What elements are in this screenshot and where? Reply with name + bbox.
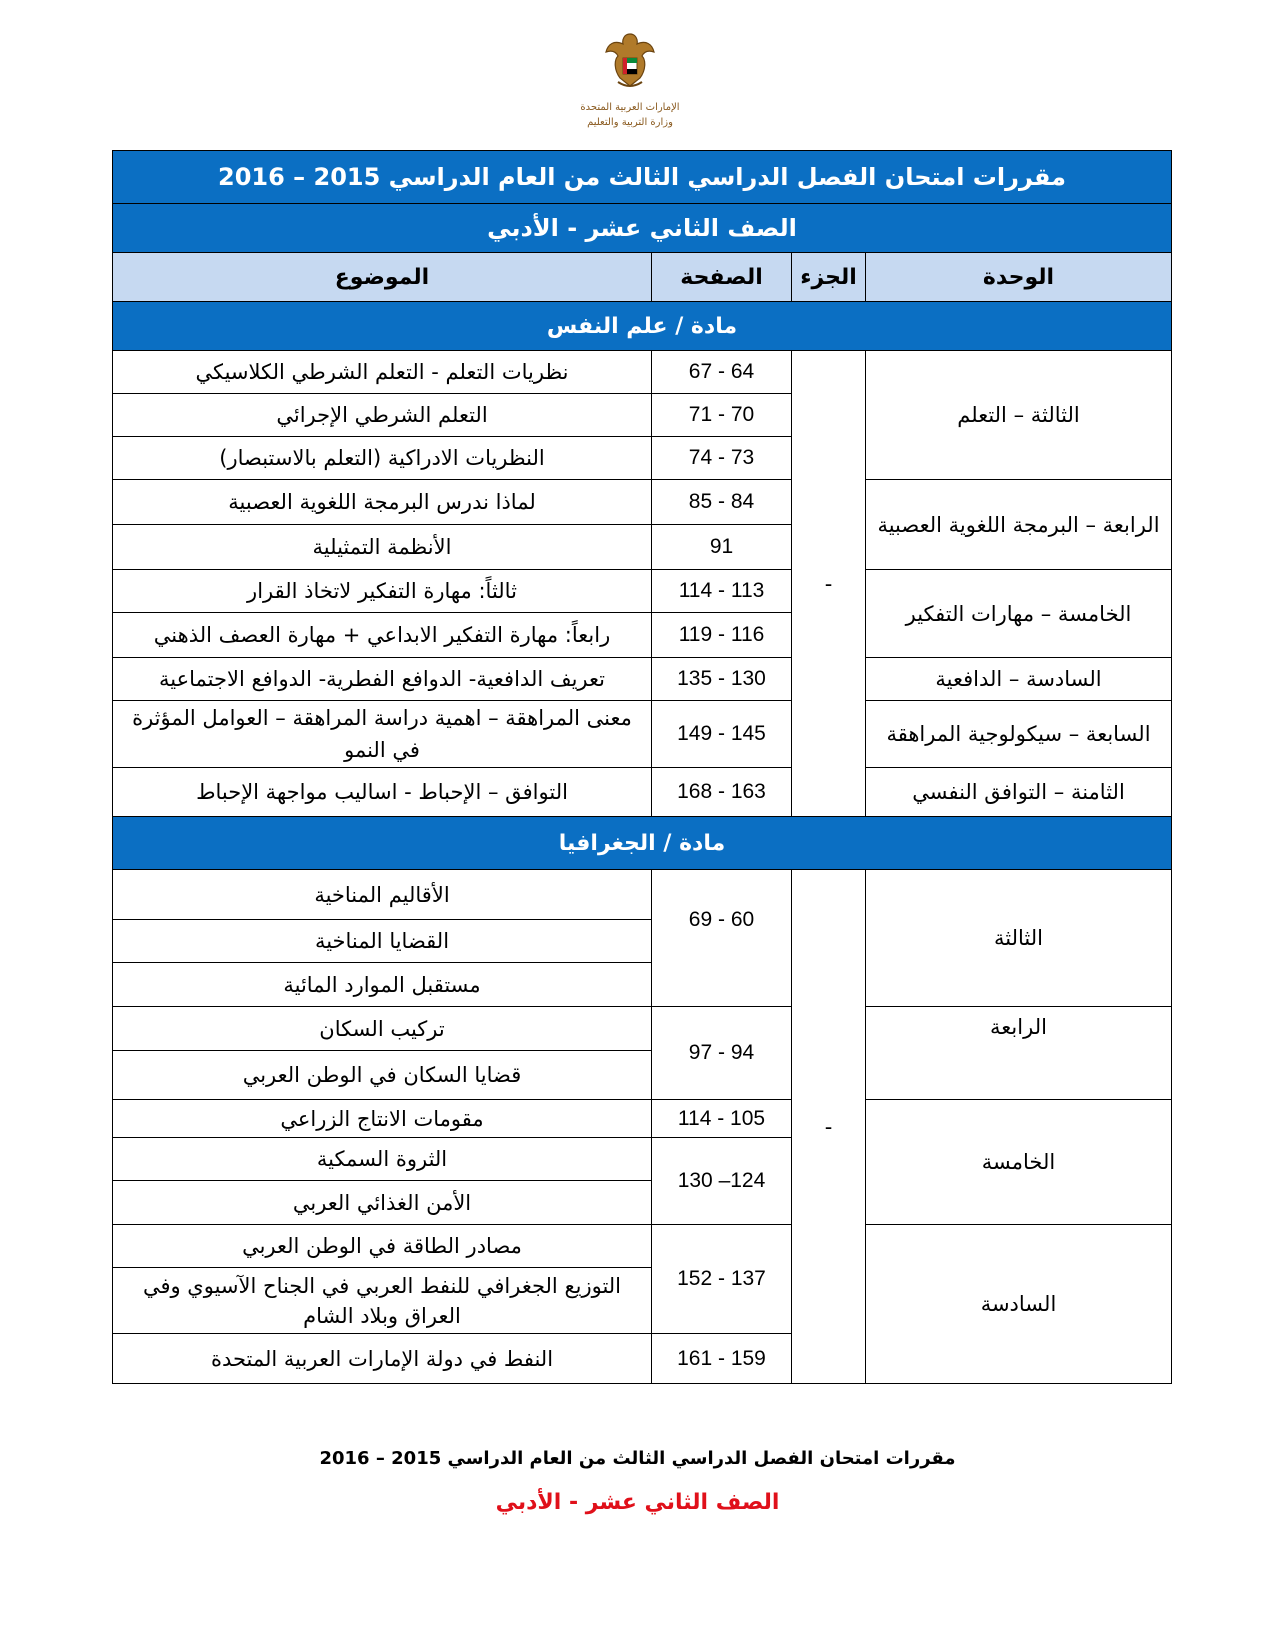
page-cell: 119 - 116 (652, 613, 792, 658)
ministry-name-line2: وزارة التربية والتعليم (587, 117, 673, 128)
unit-cell: السادسة – الدافعية (866, 658, 1172, 701)
page-cell: 152 - 137 (652, 1225, 792, 1334)
page-cell: 130 –124 (652, 1138, 792, 1225)
header-part: الجزء (792, 253, 866, 302)
page-cell: 114 - 113 (652, 570, 792, 613)
topic-cell: تركيب السكان (113, 1007, 652, 1051)
unit-cell: الخامسة – مهارات التفكير (866, 570, 1172, 658)
unit-cell: الرابعة (866, 1007, 1172, 1100)
footer-title: مقررات امتحان الفصل الدراسي الثالث من العام الدراسي 2015 – 2016 (319, 1448, 956, 1469)
emblem-icon (602, 30, 658, 92)
topic-cell: الأنظمة التمثيلية (113, 525, 652, 570)
topic-cell: الأقاليم المناخية (113, 870, 652, 920)
topic-cell: النظريات الادراكية (التعلم بالاستبصار) (113, 437, 652, 480)
topic-cell: مقومات الانتاج الزراعي (113, 1100, 652, 1138)
page-cell: 74 - 73 (652, 437, 792, 480)
page-cell: 69 - 60 (652, 870, 792, 1007)
ministry-name-line1: الإمارات العربية المتحدة (580, 102, 680, 113)
part-cell: - (792, 870, 866, 1384)
topic-cell: لماذا ندرس البرمجة اللغوية العصبية (113, 480, 652, 525)
footer-subtitle: الصف الثاني عشر - الأدبي (495, 1490, 780, 1515)
topic-cell: نظريات التعلم - التعلم الشرطي الكلاسيكي (113, 351, 652, 394)
page-cell: 114 - 105 (652, 1100, 792, 1138)
unit-cell: الثامنة – التوافق النفسي (866, 768, 1172, 817)
unit-cell: الثالثة (866, 870, 1172, 1007)
topic-cell: معنى المراهقة – اهمية دراسة المراهقة – العوامل المؤثرة في النمو (113, 701, 652, 768)
page-cell: 149 - 145 (652, 701, 792, 768)
topic-cell: مستقبل الموارد المائية (113, 963, 652, 1007)
topic-cell: القضايا المناخية (113, 920, 652, 963)
topic-cell: التعلم الشرطي الإجرائي (113, 394, 652, 437)
topic-cell: التوزيع الجغرافي للنفط العربي في الجناح الآسيوي وفي العراق وبلاد الشام (113, 1268, 652, 1334)
table-subtitle: الصف الثاني عشر - الأدبي (113, 204, 1172, 253)
unit-cell: السادسة (866, 1225, 1172, 1384)
table-title: مقررات امتحان الفصل الدراسي الثالث من العام الدراسي 2015 – 2016 (113, 151, 1172, 204)
topic-cell: النفط في دولة الإمارات العربية المتحدة (113, 1334, 652, 1384)
exam-syllabus-table (112, 150, 1172, 1384)
topic-cell: تعريف الدافعية- الدوافع الفطرية- الدوافع الاجتماعية (113, 658, 652, 701)
topic-cell: قضايا السكان في الوطن العربي (113, 1051, 652, 1100)
page-cell: 67 - 64 (652, 351, 792, 394)
subject-geography: مادة / الجغرافيا (113, 817, 1172, 870)
page-cell: 71 - 70 (652, 394, 792, 437)
page-cell: 85 - 84 (652, 480, 792, 525)
unit-cell: الخامسة (866, 1100, 1172, 1225)
unit-cell: الرابعة – البرمجة اللغوية العصبية (866, 480, 1172, 570)
topic-cell: رابعاً: مهارة التفكير الابداعي + مهارة العصف الذهني (113, 613, 652, 658)
page-cell: 168 - 163 (652, 768, 792, 817)
topic-cell: التوافق – الإحباط - اساليب مواجهة الإحباط (113, 768, 652, 817)
header-page: الصفحة (652, 253, 792, 302)
ministry-logo (560, 30, 700, 130)
topic-cell: مصادر الطاقة في الوطن العربي (113, 1225, 652, 1268)
unit-cell: الثالثة – التعلم (866, 351, 1172, 480)
page-cell: 135 - 130 (652, 658, 792, 701)
header-topic: الموضوع (113, 253, 652, 302)
part-cell: - (792, 351, 866, 817)
topic-cell: ثالثاً: مهارة التفكير لاتخاذ القرار (113, 570, 652, 613)
topic-cell: الأمن الغذائي العربي (113, 1181, 652, 1225)
subject-psychology: مادة / علم النفس (113, 302, 1172, 351)
header-unit: الوحدة (866, 253, 1172, 302)
page-cell: 97 - 94 (652, 1007, 792, 1100)
topic-cell: الثروة السمكية (113, 1138, 652, 1181)
page-cell: 161 - 159 (652, 1334, 792, 1384)
unit-cell: السابعة – سيكولوجية المراهقة (866, 701, 1172, 768)
page-cell: 91 (652, 525, 792, 570)
